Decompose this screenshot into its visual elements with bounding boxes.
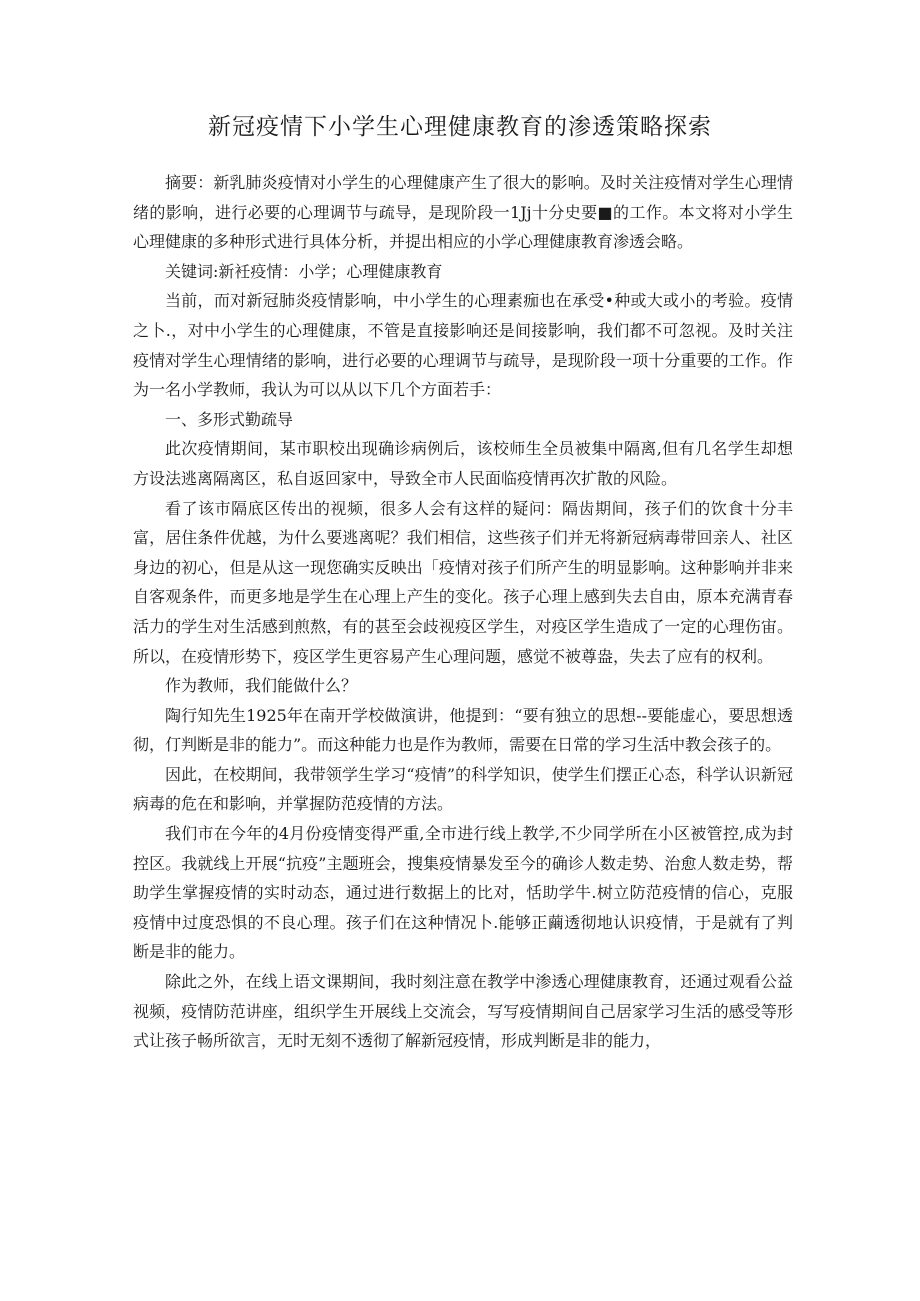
body-paragraph: 除此之外，在线上语文课期间，我时刻注意在教学中渗透心理健康教育，还通过观看公益视频，疫情防范讲座，组织学生开展线上交流会，写写疫情期间自己居家学习生活的感受等形式让孩子畅所欲言，无时无刻不透彻了解新冠疫情，形成判断是非的能力， — [133, 972, 793, 1051]
body-paragraph: 我们市在今年的4月份疫情变得严重,全市进行线上教学,不少同学所在小区被管控,成为封控区。我就线上开展“抗疫”主题班会，搜集疫情暴发至今的确诊人数走势、治愈人数走势，帮助学生掌握疫情的实时动态，通过进行数据上的比对，恬助学牛.树立防范疫情的信心，克服疫情中过度恐惧的不良心理。孩子们在这种情况卜.能够正繭透彻地认识疫情，于是就有了判断是非的能力。 — [133, 824, 793, 962]
body-paragraph: 此次疫情期间，某市职校出现确诊病例后，该校师生全员被集中隔离,但有几名学生却想方设法逃离隔离区，私自返回家中，导致全市人民面临疫情再次扩散的风险。 — [133, 439, 793, 488]
body-paragraph: 陶行知先生1925年在南开学校做演讲，他提到：“要有独立的思想--要能虚心，要思想透彻，仃判断是非的能力”。而这种能力也是作为教师，需要在日常的学习生活中教会孩子的。 — [133, 705, 793, 755]
section-heading: 一、多形式勤疏导 — [165, 409, 294, 429]
document-body — [133, 168, 793, 1056]
document-title: 新冠疫情下小学生心理健康教育的渗透策略探索 — [208, 114, 712, 140]
abstract-paragraph: 摘要：新乳肺炎疫情对小学生的心理健康产生了很大的影响。及时关注疫情对学生心理情绪的影响，进行必要的心理调节与疏导，是现阶段一1Jj十分史要■的工作。本文将对小学生心理健康的多种形式进行具体分析，并提出相应的小学心理健康教育渗透会略。 — [133, 173, 793, 252]
body-paragraph: 作为教师，我们能做什么？ — [165, 676, 358, 696]
body-paragraph: 因此，在校期间，我带领学生学习“疫情”的科学知识，使学生们摆正心态，科学认识新冠病毒的危在和影响，并掌握防范疫情的方法。 — [133, 764, 793, 814]
keywords-paragraph: 关键词:新衽疫情：小学；心理健康教育 — [165, 261, 443, 281]
body-paragraph: 当前，而对新冠肺炎疫情影响，中小学生的心理素痂也在承受•种或大或小的考验。疫情之卜.，对中小学生的心理健康，不管是直接影响还是间接影响，我们都不可忽视。及时关注疫情对学生心理情绪的影响，进行必要的心理调节与疏导，是现阶段一项十分重要的工作。作为一名小学教师，我认为可以从以下几个方面若手： — [133, 291, 793, 400]
body-paragraph: 看了该市隔底区传出的视频，很多人会有这样的疑问：隔齿期间，孩子们的饮食十分丰富，居住条件优越，为什么要逃离呢？我们相信，这些孩子们并无将新冠病毒带回亲人、社区身边的初心，但是从这一现您确实反映出「疫情对孩子们所产生的明显影响。这种影响并非来自客观条件，而更多地是学生在心理上产生的变化。孩子心理上感到失去自由，原本充满青春活力的学生对生活感到煎熬，有的甚至会歧视疫区学生，对疫区学生造成了一定的心理伤宙。所以，在疫情形势下，疫区学生更容易产生心理问题，感觉不被尊盎，失去了应有的权利。 — [133, 498, 793, 666]
